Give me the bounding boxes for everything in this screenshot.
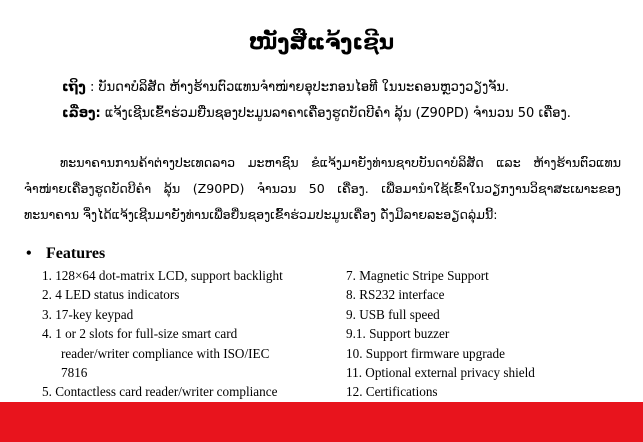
subject-label: ເລື່ອງ: (62, 106, 101, 121)
feature-text: Contactless card reader/writer compliance (55, 384, 278, 400)
feature-item (346, 285, 636, 304)
feature-item (346, 382, 636, 401)
feature-item (346, 363, 636, 382)
features-list-right (346, 266, 636, 402)
feature-text: Support firmware upgrade (365, 345, 505, 361)
feature-number: 8. (346, 287, 356, 303)
feature-number: 1. (42, 268, 52, 283)
feature-item (346, 324, 636, 343)
feature-item (42, 266, 332, 285)
feature-number: 4. (42, 326, 52, 342)
feature-item (42, 305, 332, 324)
feature-number: 9. (346, 306, 356, 322)
document-title: ໜັງສືແຈ້ງເຊີນ (248, 30, 395, 54)
feature-text: 17-key keypad (55, 306, 134, 322)
body-paragraph: ທະນາຄານການຄ້າຕ່າງປະເທດລາວ ມະຫາຊົນ ຂໍແຈ້ງມາຍັງທ່ານຊາບບັນດາບໍລິສັດ ແລະ ຫ້າງຮ້ານຕົວແທນຈຳໜ່າຍເຄື່ອງຮູດບັດບີຄຳ ລຸ້ນ (Z90PD) ຈຳນວນ 50 ເຄື່ອງ. ເພື່ອມານຳໃຊ້ເຂົ້າໃນວຽກງານວິຊາສະເພາະຂອງ ທະນາຄານ ຈຶ່ງໄດ້ແຈ້ງເຊີນມາຍັງທ່ານເພື່ອຍື່ນຊອງເຂົ້າຮ່ວມປະມູນເຄື່ອງ ດັ່ງມີລາຍລະອຽດລຸ່ມນີ້: (24, 155, 621, 222)
features-heading (26, 245, 105, 263)
feature-text: Certifications (365, 384, 438, 400)
recipient-line (62, 80, 633, 95)
bullet-icon: • (26, 245, 32, 262)
features-list-left (42, 266, 332, 402)
feature-text: Support buzzer (369, 326, 450, 342)
feature-item (346, 305, 636, 324)
feature-text-continuation: reader/writer compliance with ISO/IEC (61, 345, 270, 361)
feature-number: 2. (42, 287, 52, 303)
subject-line (62, 106, 633, 121)
feature-text: 128×64 dot-matrix LCD, support backlight (55, 268, 283, 283)
feature-text: 1 or 2 slots for full-size smart card (55, 326, 238, 342)
recipient-label: ເຖິງ (62, 80, 86, 95)
feature-text: Optional external privacy shield (365, 365, 535, 381)
feature-text: Magnetic Stripe Support (359, 268, 489, 283)
feature-number: 9.1. (346, 326, 366, 342)
subject-text: ແຈ້ງເຊີນເຂົ້າຮ່ວມຍື່ນຊອງປະມູນລາຄາເຄື່ອງຮູດບັດບີຄຳ ລຸ້ນ (Z90PD) ຈຳນວນ 50 ເຄື່ອງ. (104, 106, 571, 121)
feature-item (42, 382, 332, 401)
feature-item (346, 344, 636, 363)
feature-number: 12. (346, 384, 363, 400)
footer-bar (0, 402, 643, 442)
feature-text-continuation: 7816 (61, 365, 88, 381)
feature-text: 4 LED status indicators (55, 287, 180, 303)
recipient-text: : ບັນດາບໍລິສັດ ຫ້າງຮ້ານຕົວແທນຈຳໜ່າຍອຸປະກອນໄອທີ ໃນນະຄອນຫຼວງວຽງຈັນ. (89, 80, 510, 95)
feature-number: 10. (346, 345, 363, 361)
feature-text: RS232 interface (359, 287, 445, 303)
feature-text: USB full speed (359, 306, 440, 322)
feature-number: 5. (42, 384, 52, 400)
feature-item (42, 324, 332, 382)
feature-item (42, 285, 332, 304)
feature-number: 11. (346, 365, 362, 381)
features-heading-text: Features (46, 245, 106, 262)
feature-item (346, 266, 636, 285)
feature-number: 7. (346, 268, 356, 283)
feature-number: 3. (42, 306, 52, 322)
